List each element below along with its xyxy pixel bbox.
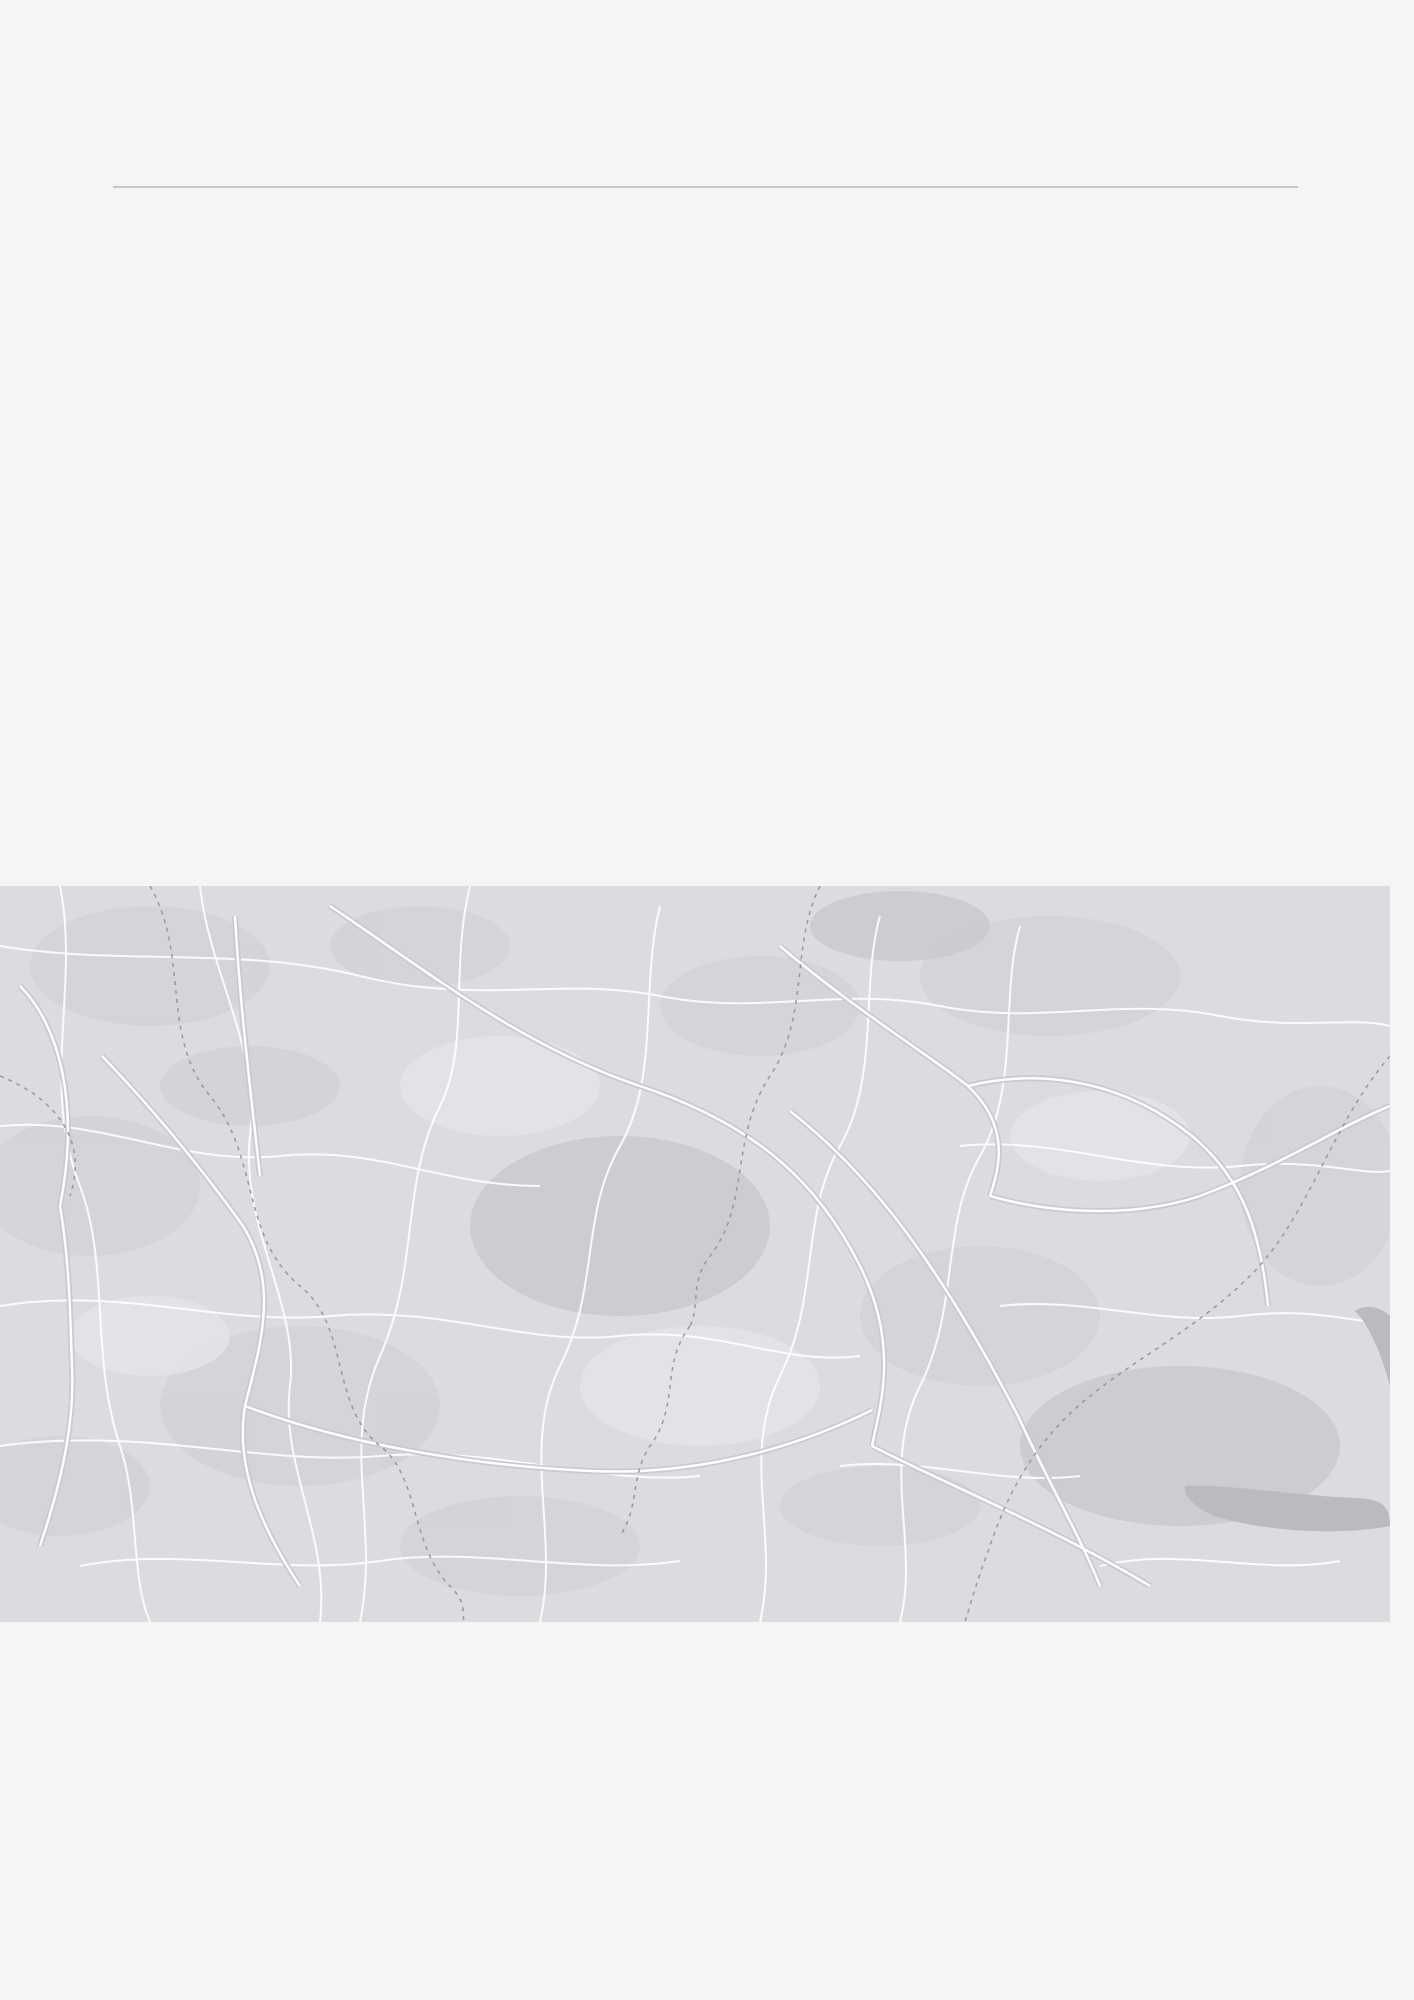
header-divider <box>113 186 1298 188</box>
map-overlay-layers <box>0 886 1390 1622</box>
burgundy-map[interactable] <box>0 886 1390 1622</box>
